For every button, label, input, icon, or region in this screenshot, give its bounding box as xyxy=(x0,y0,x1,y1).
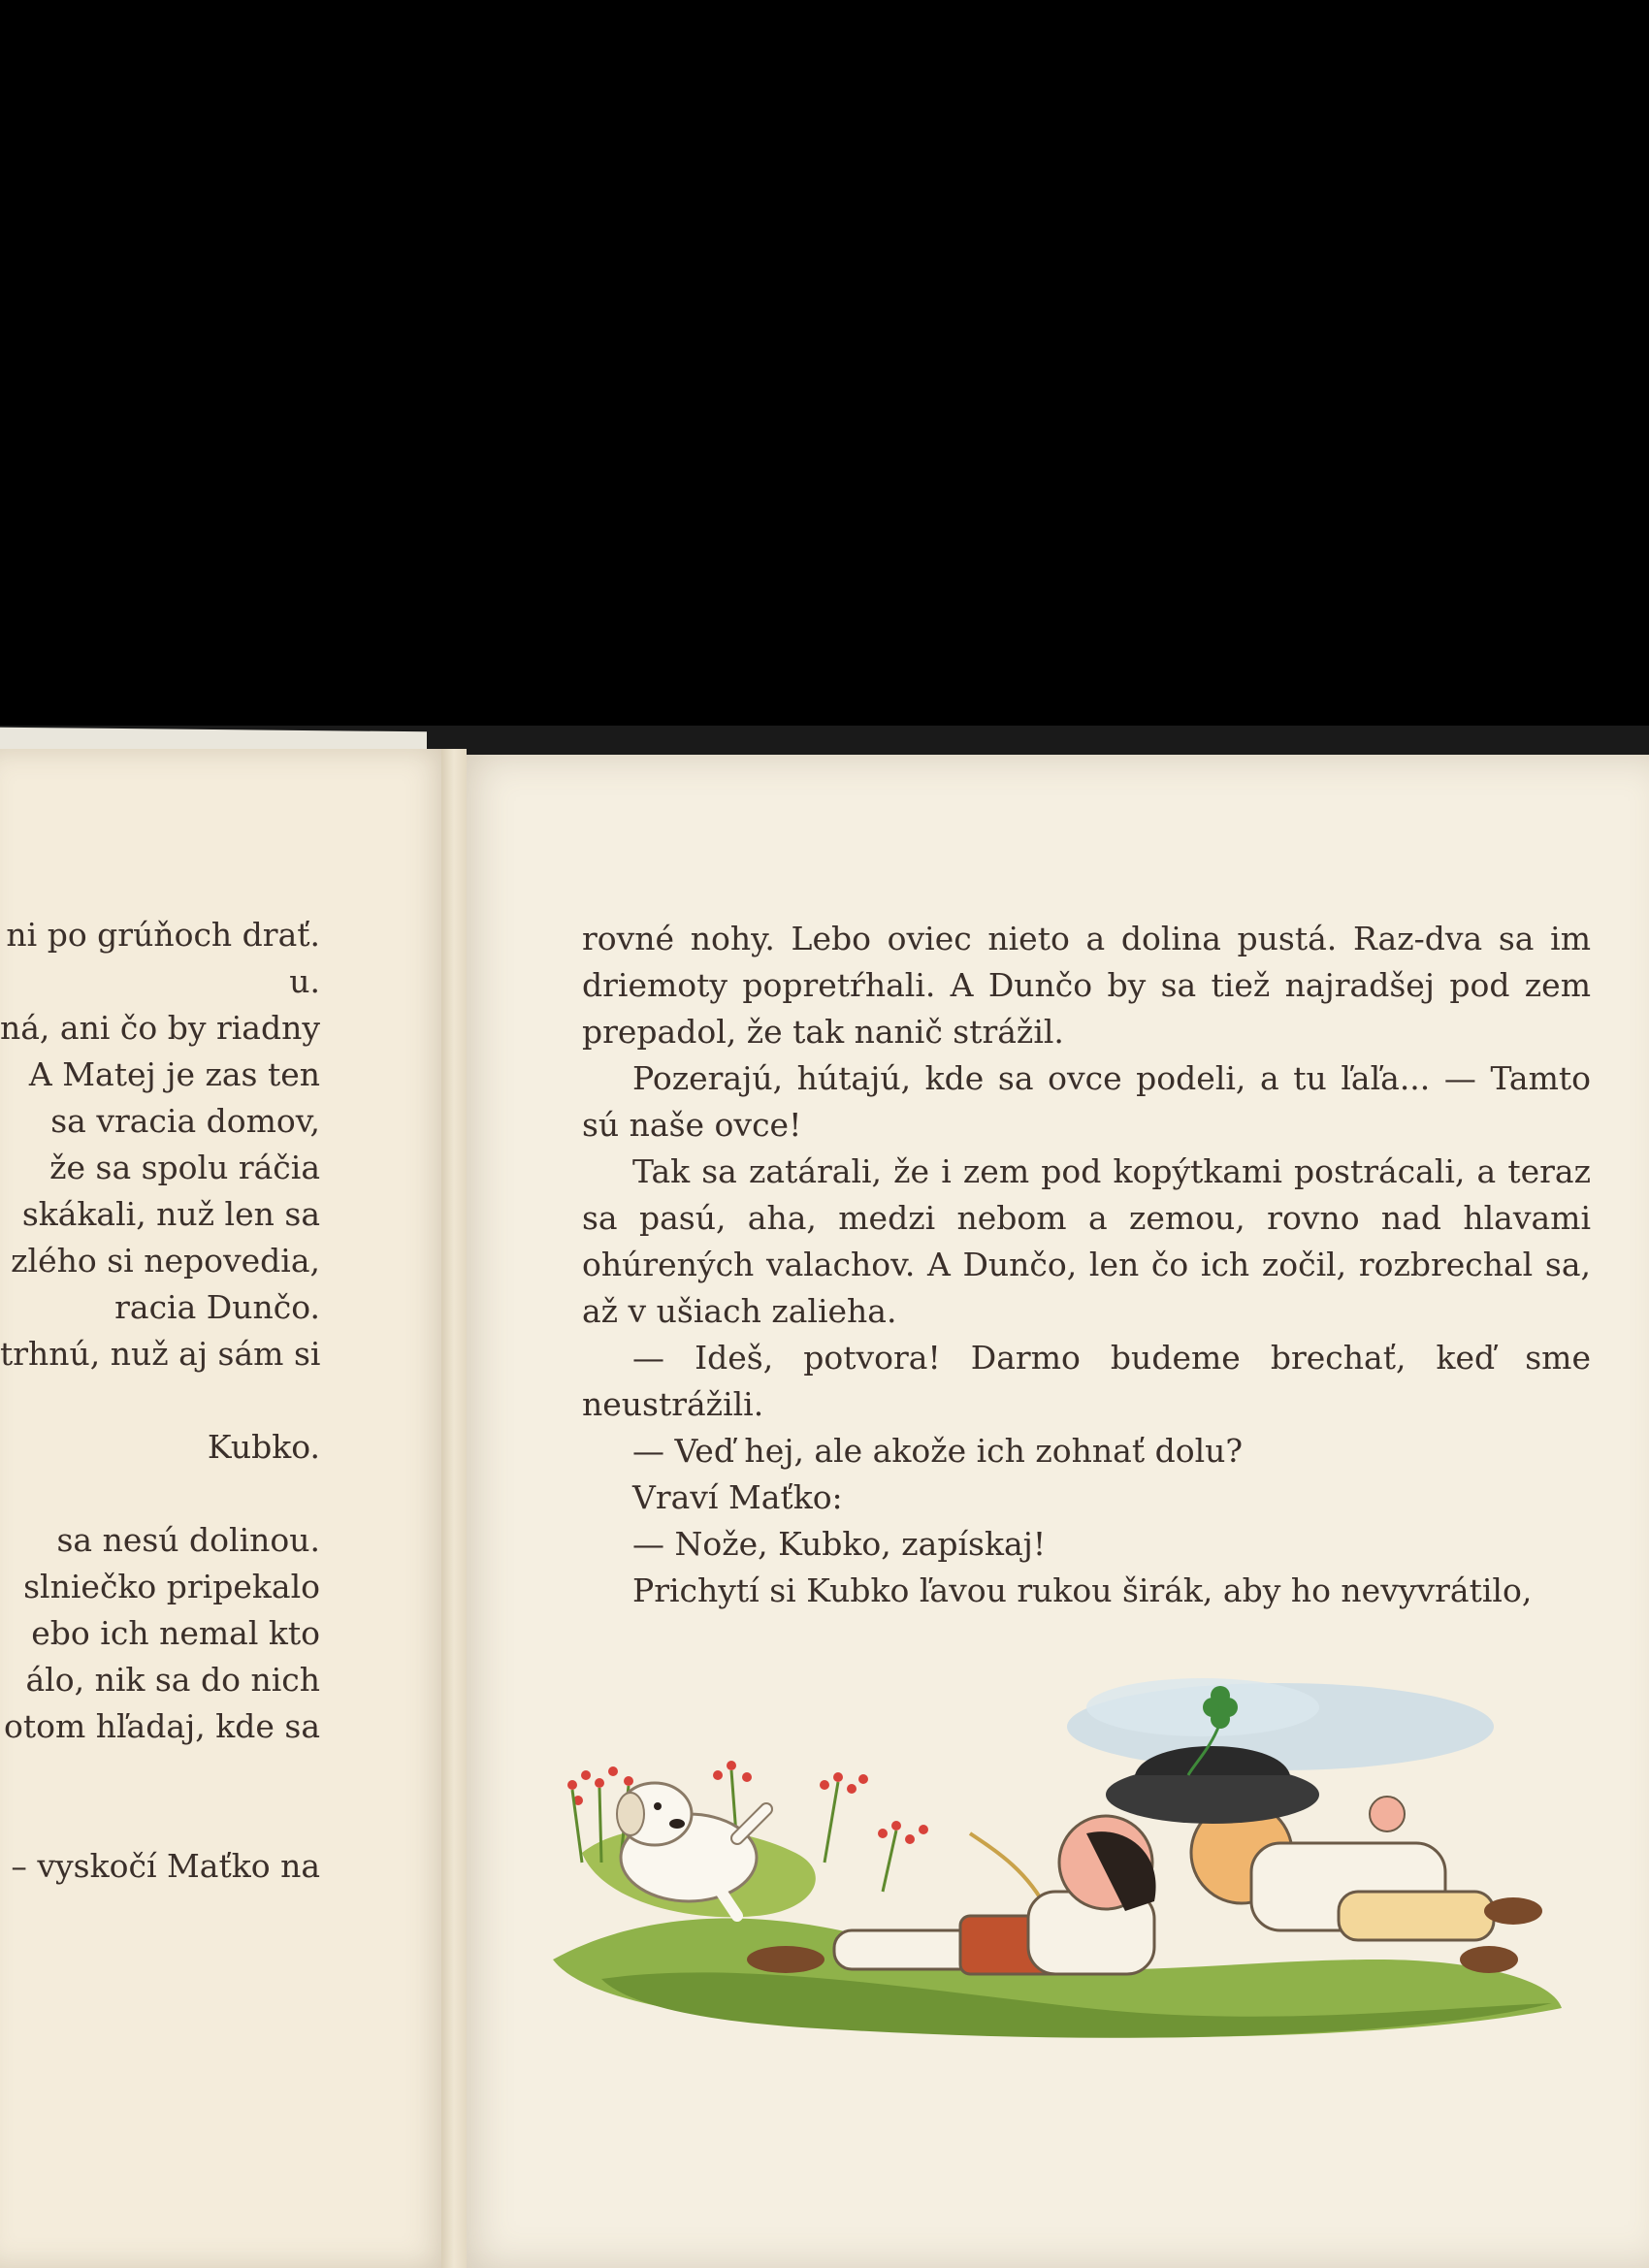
book-gutter xyxy=(441,749,467,2268)
left-page-line: u. xyxy=(289,962,320,1000)
left-page-line xyxy=(0,1377,320,1424)
left-page-text xyxy=(0,912,320,1890)
left-page-line: sa nesú dolinou. xyxy=(56,1521,320,1559)
left-page-line: že sa spolu ráčia xyxy=(49,1149,320,1186)
shepherd-boy-right xyxy=(1191,1797,1542,1973)
left-page-line: Kubko. xyxy=(207,1428,320,1466)
left-page-line: otom hľadaj, kde sa xyxy=(3,1707,320,1745)
left-page-line xyxy=(0,1750,320,1797)
left-page-line: – vyskočí Maťko na xyxy=(11,1847,320,1885)
right-page-text xyxy=(582,916,1591,1614)
left-page-line: ná, ani čo by riadny xyxy=(0,1009,320,1047)
left-page-line: zlého si nepovedia, xyxy=(11,1242,320,1280)
right-page-paragraph: — Ideš, potvora! Darmo budeme brechať, keď sme neustrážili. xyxy=(582,1339,1591,1423)
left-page-line xyxy=(0,1471,320,1517)
right-page-paragraph: — Nože, Kubko, zapískaj! xyxy=(632,1525,1047,1563)
right-page-paragraph: — Veď hej, ale akože ich zohnať dolu? xyxy=(632,1432,1244,1470)
left-page-line xyxy=(0,1797,320,1843)
left-page-line: A Matej je zas ten xyxy=(28,1055,320,1093)
left-page-line: trhnú, nuž aj sám si xyxy=(0,1335,320,1373)
right-page-paragraph: Tak sa zatárali, že i zem pod kopýtkami postrácali, a teraz sa pasú, aha, medzi nebom a zemou, rovno nad hlavami ohúrených valachov. A Dunčo, len čo ich zočil, rozbrechal sa, až v ušiach zalieha. xyxy=(582,1152,1591,1330)
left-page-line: sa vracia domov, xyxy=(50,1102,320,1140)
left-page-line: slniečko pripekalo xyxy=(23,1568,320,1605)
dark-background xyxy=(0,0,1649,737)
left-page-line: ebo ich nemal kto xyxy=(31,1614,320,1652)
left-page-line: ni po grúňoch drať. xyxy=(6,916,320,954)
right-page-paragraph: rovné nohy. Lebo oviec nieto a dolina pustá. Raz-dva sa im driemoty popretŕhali. A Dunčo by sa tiež najradšej pod zem prepadol, že tak nanič strážil. xyxy=(582,920,1591,1051)
right-page-paragraph: Vraví Maťko: xyxy=(632,1478,843,1516)
left-page-line: racia Dunčo. xyxy=(114,1288,320,1326)
sleeping-shepherds-illustration xyxy=(543,1669,1571,2047)
right-page-paragraph: Pozerajú, hútajú, kde sa ovce podeli, a tu ľaľa... — Tamto sú naše ovce! xyxy=(582,1059,1591,1144)
right-page-paragraph: Prichytí si Kubko ľavou rukou širák, aby ho nevyvrátilo, xyxy=(632,1571,1533,1609)
left-page-line: skákali, nuž len sa xyxy=(21,1195,320,1233)
left-page-line: álo, nik sa do nich xyxy=(25,1661,320,1699)
